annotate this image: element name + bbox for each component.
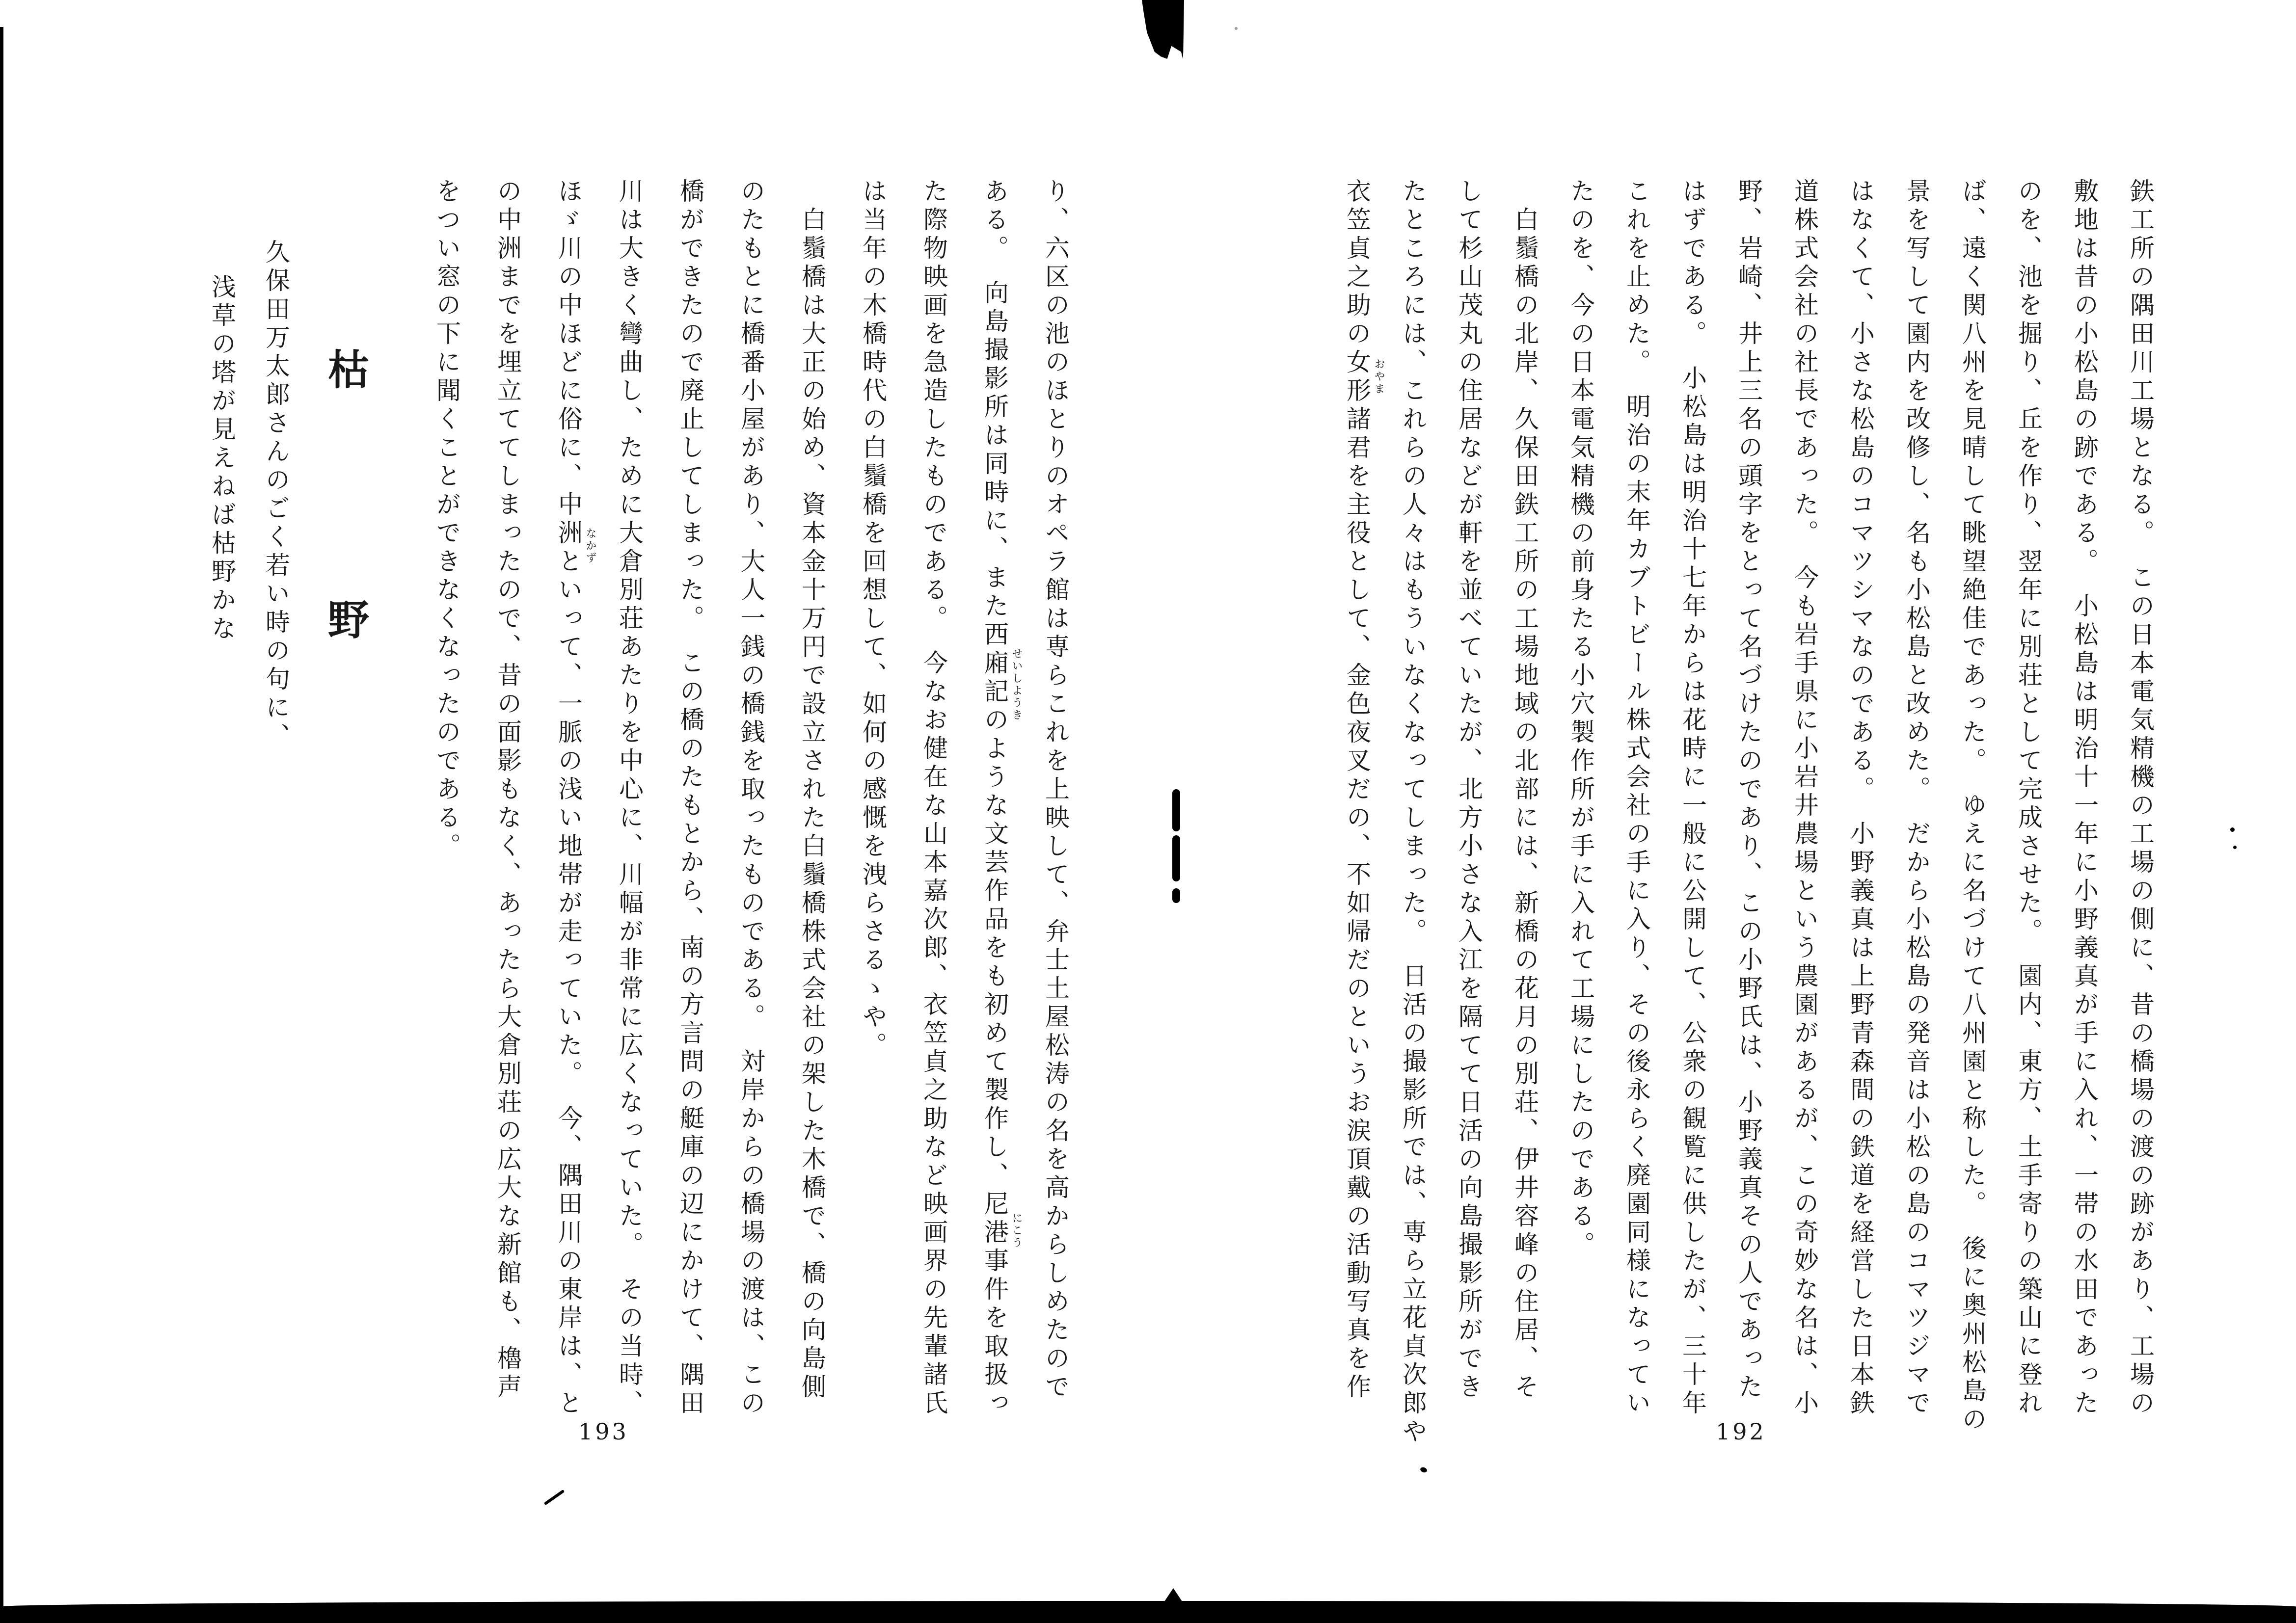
scan-edge-left <box>0 27 3 1623</box>
text-column: はずである。 小松島は明治十七年からは花時に一般に公開して、公衆の観覧に供したが、三十年 <box>1678 178 1707 1418</box>
text-column: 白鬚橋は大正の始め、資本金十万円で設立された白鬚橋株式会社の架した木橋で、橋の向島側 <box>798 178 826 1402</box>
scan-speck <box>1235 27 1238 30</box>
text-column: のを、池を掘り、丘を作り、翌年に別荘として完成させた。 園内、東方、土手寄りの築山に登れ <box>2014 178 2043 1418</box>
text-column: 野、岩崎、井上三名の頭字をとって名づけたのであり、この小野氏は、小野義真その人であった <box>1734 178 1763 1402</box>
text-column: をつい窓の下に聞くことができなくなったのである。 <box>432 178 461 861</box>
text-column: り、六区の池のほとりのオペラ館は専らこれを上映して、弁士土屋松涛の名を高からしめたので <box>1041 178 1070 1402</box>
page-number: 193 <box>578 1418 629 1445</box>
text-column: 景を写して園内を改修し、名も小松島と改めた。 だから小松島の発音は小松の島のコマツジマで <box>1902 178 1931 1418</box>
text-column: 久保田万太郎さんのごく若い時の句に、 <box>262 239 290 751</box>
text-column: たのを、今の日本電気精機の前身たる小穴製作所が手に入れて工場にしたのである。 <box>1567 178 1595 1260</box>
text-column: これを止めた。 明治の末年カブトビール株式会社の手に入り、その後永らく廃園同様になってい <box>1622 178 1651 1418</box>
text-column: 川は大きく彎曲し、ために大倉別荘あたりを中心に、川幅が非常に広くなっていた。 その当時、 <box>615 178 644 1418</box>
text-column: 敷地は昔の小松島の跡である。 小松島は明治十一年に小野義真が手に入れ、一帯の水田であった <box>2070 178 2099 1418</box>
gutter-mark <box>1172 888 1180 903</box>
binding-shadow-top <box>1142 0 1184 59</box>
text-column: 浅草の塔が見えねば枯野かな <box>208 274 236 644</box>
text-column: たところには、これらの人々はもういなくなってしまった。 日活の撮影所では、専ら立花貞次郎や <box>1399 178 1427 1447</box>
scan-speck <box>2233 846 2237 849</box>
text-column: ほゞ川の中ほどに俗に、中洲といって、一脈の浅い地帯が走っていた。 今、隅田川の東岸は、と <box>554 178 583 1418</box>
furigana-ruby: にこう <box>1010 1212 1023 1249</box>
page-number: 192 <box>1716 1418 1766 1445</box>
text-column: 白鬚橋の北岸、久保田鉄工所の工場地域の北部には、新橋の花月の別荘、伊井容峰の住居、そ <box>1511 178 1539 1402</box>
text-column: はなくて、小さな松島のコマツシマなのである。 小野義真は上野青森間の鉄道を経営した日本鉄 <box>1846 178 1875 1418</box>
text-column: のたもとに橋番小屋があり、大人一銭の橋銭を取ったものである。 対岸からの橋場の渡は、この <box>737 178 765 1418</box>
scan-speck <box>2230 827 2235 832</box>
text-column: は当年の木橋時代の白鬚橋を回想して、如何の感慨を洩らさるゝや。 <box>859 178 887 1061</box>
text-column: ある。 向島撮影所は同時に、また西廂記のような文芸作品をも初めて製作し、尼港事件を取扱っ <box>980 178 1009 1418</box>
text-column: ば、遠く関八州を見晴して眺望絶佳であった。 ゆえに名づけて八州園と称した。 後に奥州松島の <box>1958 178 1987 1435</box>
gutter-mark <box>1172 789 1180 831</box>
scan-speck <box>1420 1466 1428 1473</box>
furigana-ruby: おやま <box>1373 358 1385 395</box>
text-column: た際物映画を急造したものである。 今なお健在な山本嘉次郎、衣笠貞之助など映画界の先輩諸氏 <box>919 178 948 1418</box>
text-column: 道株式会社の社長であった。 今も岩手県に小岩井農場という農園があるが、この奇妙な名は、小 <box>1790 178 1819 1418</box>
text-column: 鉄工所の隅田川工場となる。 この日本電気精機の工場の側に、昔の橋場の渡の跡があり、工場の <box>2126 178 2155 1418</box>
furigana-ruby: せいしようき <box>1010 648 1023 721</box>
text-column: して杉山茂丸の住居などが軒を並べていたが、北方小さな入江を隔てて日活の向島撮影所ができ <box>1455 178 1483 1402</box>
text-column: 橋ができたので廃止してしまった。 この橋のたもとから、南の方言問の艇庫の辺にかけて、隅田 <box>676 178 704 1418</box>
text-column: 衣笠貞之助の女形諸君を主役として、金色夜叉だの、不如帰だのというお涙頂戴の活動写真を作 <box>1343 178 1371 1402</box>
scan-speck <box>544 1490 565 1505</box>
gutter-mark <box>1172 835 1180 881</box>
section-title-char: 野 <box>328 596 370 644</box>
furigana-ruby: なかず <box>584 528 596 564</box>
text-column: の中洲までを埋立ててしまったので、昔の面影もなく、あったら大倉別荘の広大な新館も、櫓声 <box>493 178 522 1402</box>
section-title-char: 枯 <box>328 346 370 394</box>
scan-edge-bottom <box>0 1601 2296 1623</box>
